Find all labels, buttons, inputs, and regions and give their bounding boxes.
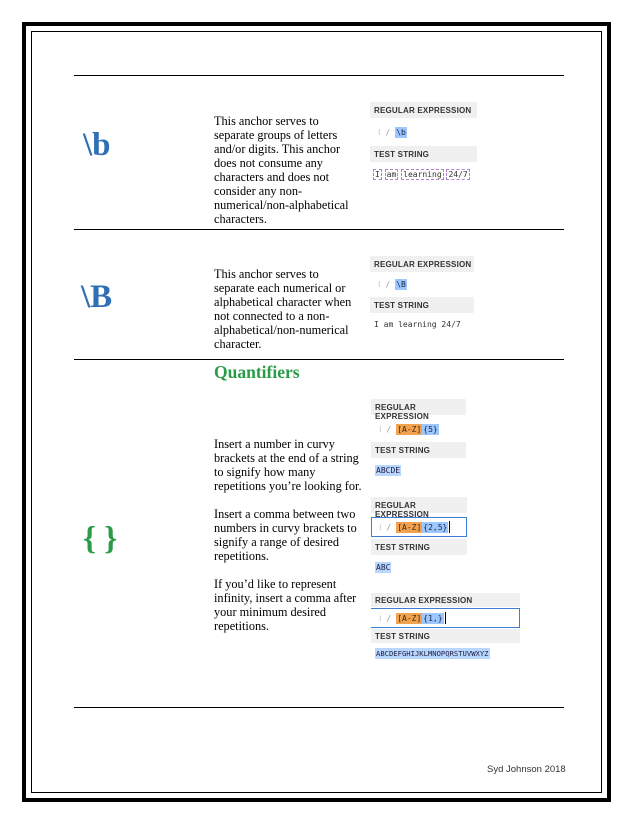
quantifier-infinity-text: If you’d like to represent infinity, insert a comma after your minimum desired repetitions. <box>214 577 357 633</box>
divider-top <box>74 75 564 76</box>
divider-2 <box>74 359 564 360</box>
test-string-input[interactable]: ABCDE <box>376 466 401 475</box>
regex-input[interactable]: ⁝ / [A-Z] {2,5} <box>371 517 467 537</box>
regex-label: REGULAR EXPRESSION <box>374 260 472 269</box>
divider-bottom <box>74 707 564 708</box>
test-label: TEST STRING <box>375 446 431 455</box>
quantifier-token: {1,} <box>423 613 443 623</box>
footer-author: Syd Johnson 2018 <box>487 764 566 775</box>
char-class-token: [A-Z] <box>397 424 422 434</box>
divider-1 <box>74 229 564 230</box>
regex-input[interactable]: ⁝ / [A-Z] {5} <box>379 424 438 434</box>
regex-widget-exact <box>371 399 466 485</box>
regex-label: REGULAR EXPRESSION <box>375 596 473 605</box>
non-word-boundary-symbol: \B <box>81 279 113 315</box>
regex-input[interactable]: ⁝ / [A-Z] {1,} <box>371 608 520 628</box>
test-string-input[interactable]: I am learning 24/7 <box>375 170 468 179</box>
regex-delimiter: ⁝ / <box>378 127 391 137</box>
test-string-input[interactable]: ABC <box>376 563 391 572</box>
regex-delimiter: ⁝ / <box>378 279 391 289</box>
test-label: TEST STRING <box>374 301 430 310</box>
quantifiers-heading: Quantifiers <box>214 362 300 382</box>
quantifier-range-text: Insert a comma between two numbers in curvy brackets to signify a range of desired repetitions. <box>214 507 357 563</box>
test-label: TEST STRING <box>375 632 431 641</box>
quantifier-token: {5} <box>423 424 438 434</box>
quantifiers-description <box>214 437 362 647</box>
regex-token: \B <box>396 279 406 289</box>
word-boundary-symbol: \b <box>83 127 111 163</box>
regex-label: REGULAR EXPRESSION <box>374 106 472 115</box>
test-string-input[interactable]: I am learning 24/7 <box>374 320 461 329</box>
regex-label: REGULAR EXPRESSION <box>375 501 430 519</box>
regex-token: \b <box>396 127 406 137</box>
test-string-input[interactable]: ABCDEFGHIJKLMNOPQRSTUVWXYZ <box>376 649 489 658</box>
quantifier-symbol: { } <box>83 521 118 557</box>
word-boundary-description: This anchor serves to separate groups of letters and/or digits. This anchor does not consume any characters and does not consider any non-numerical/non-alphabetical characters. <box>214 114 349 226</box>
regex-input[interactable] <box>370 122 407 142</box>
char-class-token: [A-Z] <box>397 522 422 532</box>
regex-widget-infinity <box>371 593 520 663</box>
text-caret <box>449 521 450 533</box>
quantifier-exact-text: Insert a number in curvy brackets at the end of a string to signify how many repetitions you’re looking for. <box>214 437 362 493</box>
char-class-token: [A-Z] <box>397 613 422 623</box>
text-caret <box>445 612 446 624</box>
regex-widget-range <box>371 497 467 581</box>
regex-input[interactable] <box>370 274 407 294</box>
test-label: TEST STRING <box>374 150 430 159</box>
quantifier-token: {2,5} <box>423 522 448 532</box>
non-word-boundary-description: This anchor serves to separate each numerical or alphabetical character when not connected to a non-alphabetical/non-numerical character. <box>214 267 352 351</box>
regex-label: REGULAR EXPRESSION <box>375 403 430 421</box>
regex-widget-word-boundary <box>370 102 477 190</box>
regex-widget-non-word-boundary <box>370 256 474 340</box>
test-label: TEST STRING <box>375 543 431 552</box>
